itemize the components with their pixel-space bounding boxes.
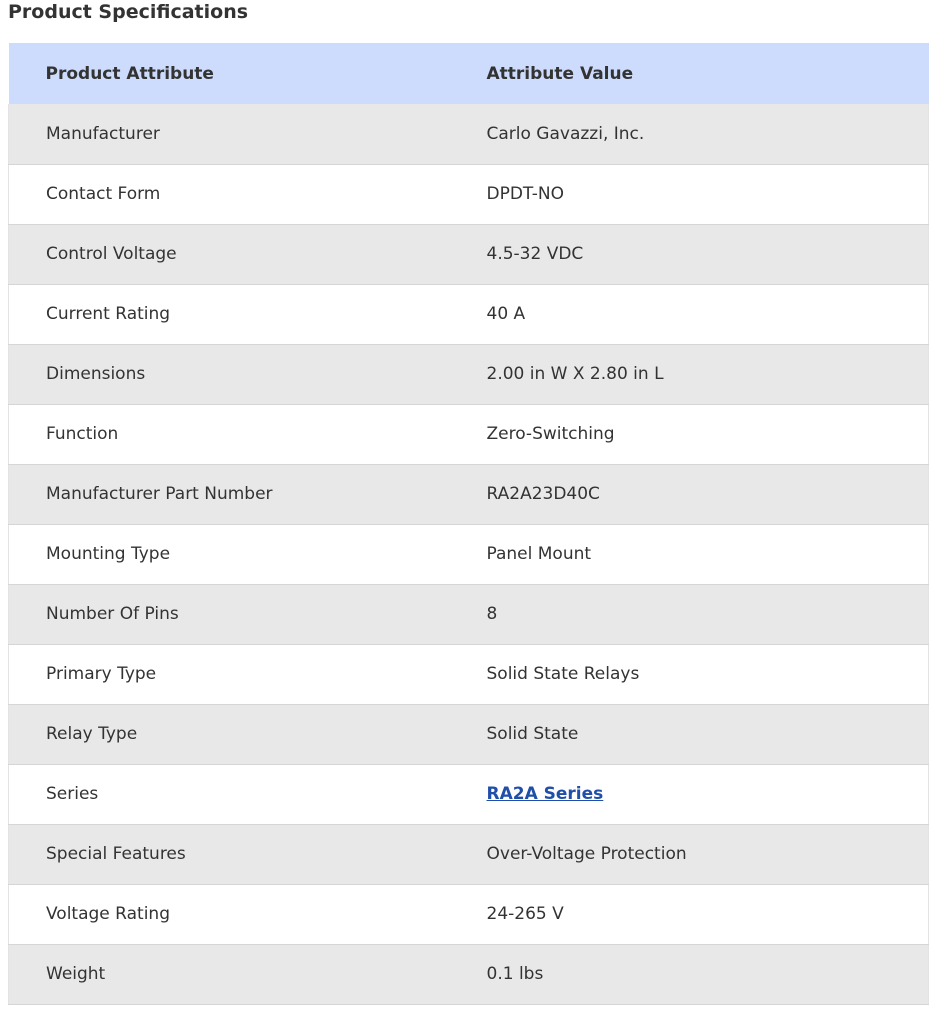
attribute-value: Over-Voltage Protection	[450, 824, 929, 884]
attribute-value: 2.00 in W X 2.80 in L	[450, 344, 929, 404]
table-row	[9, 164, 929, 224]
attribute-name: Weight	[9, 944, 450, 1004]
attribute-name: Relay Type	[9, 704, 450, 764]
attribute-value: Panel Mount	[450, 524, 929, 584]
table-row	[9, 224, 929, 284]
table-row	[9, 344, 929, 404]
attribute-value: 0.1 lbs	[450, 944, 929, 1004]
attribute-name: Control Voltage	[9, 224, 450, 284]
table-row	[9, 944, 929, 1004]
attribute-value: 8	[450, 584, 929, 644]
page-title: Product Specifications	[8, 1, 249, 23]
attribute-value: Zero-Switching	[450, 404, 929, 464]
attribute-name: Function	[9, 404, 450, 464]
attribute-name: Primary Type	[9, 644, 450, 704]
attribute-name: Series	[9, 764, 450, 824]
attribute-name: Manufacturer	[9, 104, 450, 164]
attribute-name: Mounting Type	[9, 524, 450, 584]
attribute-name: Manufacturer Part Number	[9, 464, 450, 524]
specifications-table	[8, 43, 929, 1005]
attribute-value: 24-265 V	[450, 884, 929, 944]
attribute-name: Current Rating	[9, 284, 450, 344]
attribute-value: RA2A23D40C	[450, 464, 929, 524]
attribute-name: Number Of Pins	[9, 584, 450, 644]
table-row	[9, 404, 929, 464]
table-header-row	[9, 43, 929, 104]
header-product-attribute: Product Attribute	[9, 43, 450, 104]
header-attribute-value: Attribute Value	[450, 43, 929, 104]
attribute-name: Voltage Rating	[9, 884, 450, 944]
table-row	[9, 104, 929, 164]
attribute-value: DPDT-NO	[450, 164, 929, 224]
series-link[interactable]: RA2A Series	[486, 784, 604, 804]
attribute-value: Solid State	[450, 704, 929, 764]
attribute-value-cell	[450, 764, 929, 824]
attribute-value: Carlo Gavazzi, Inc.	[450, 104, 929, 164]
table-row	[9, 704, 929, 764]
attribute-value: 4.5-32 VDC	[450, 224, 929, 284]
table-row	[9, 824, 929, 884]
table-row	[9, 884, 929, 944]
attribute-name: Dimensions	[9, 344, 450, 404]
attribute-name: Special Features	[9, 824, 450, 884]
table-row	[9, 764, 929, 824]
attribute-value: Solid State Relays	[450, 644, 929, 704]
table-row	[9, 464, 929, 524]
table-row	[9, 524, 929, 584]
attribute-value: 40 A	[450, 284, 929, 344]
table-row	[9, 284, 929, 344]
table-row	[9, 584, 929, 644]
table-row	[9, 644, 929, 704]
attribute-name: Contact Form	[9, 164, 450, 224]
